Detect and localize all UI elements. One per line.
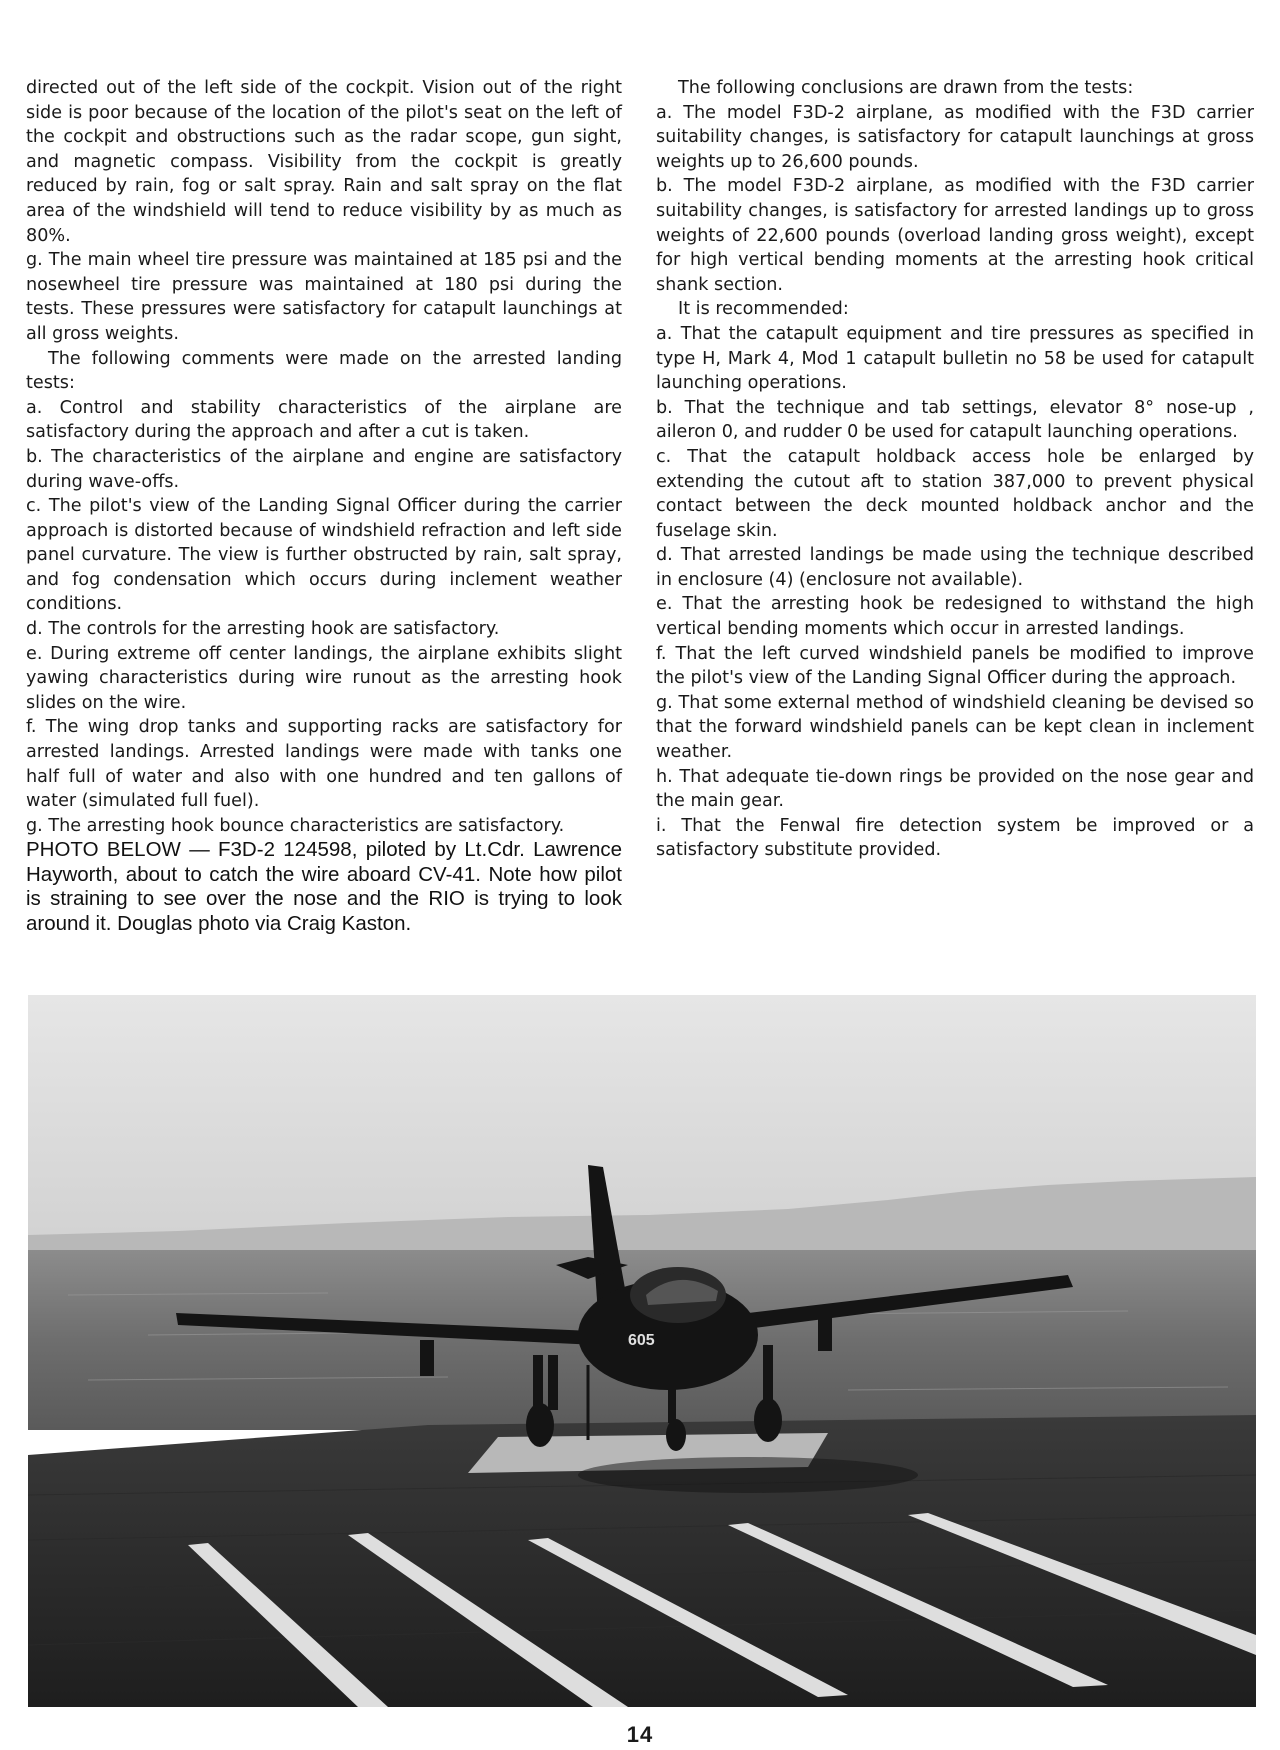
paragraph: f. The wing drop tanks and supporting racks are satisfactory for arrested landings. Arrested landings were made with tanks one half full of water and also with one hundred and ten gallons of water (simulated full fuel). — [26, 717, 622, 812]
paragraph: e. During extreme off center landings, the airplane exhibits slight yawing characteristics during wire runout as the arresting hook slides on the wire. — [26, 643, 622, 713]
paragraph: b. That the technique and tab settings, elevator 8° nose-up , aileron 0, and rudder 0 be used for catapult launching operations. — [656, 397, 1254, 443]
paragraph: directed out of the left side of the cockpit. Vision out of the right side is poor because of the location of the pilot's seat on the left of the cockpit and obstructions such as the radar scope, gun sight, and magnetic compass. Visibility from the cockpit is greatly reduced by rain, fog or salt spray. Rain and salt spray on the flat area of the windshield will tend to reduce visibility by as much as 80%. — [26, 78, 622, 246]
paragraph: a. Control and stability characteristics of the airplane are satisfactory during the approach and after a cut is taken. — [26, 397, 622, 443]
paragraph: The following comments were made on the arrested landing tests: — [26, 348, 622, 394]
paragraph: i. That the Fenwal fire detection system be improved or a satisfactory substitute provided. — [656, 815, 1254, 861]
paragraph: The following conclusions are drawn from the tests: — [678, 78, 1134, 98]
aircraft-shadow — [578, 1457, 918, 1493]
paragraph: g. That some external method of windshield cleaning be devised so that the forward windshield panels can be kept clean in inclement weather. — [656, 692, 1254, 763]
paragraph: h. That adequate tie-down rings be provided on the nose gear and the main gear. — [656, 766, 1254, 812]
paragraph: b. The model F3D-2 airplane, as modified with the F3D carrier suitability changes, is satisfactory for arrested landings up to gross weights of 22,600 pounds (overload landing gross weight), except for high vertical bending moments at the arresting hook critical shank section. — [656, 176, 1254, 295]
paragraph: d. That arrested landings be made using the technique described in enclosure (4) (enclosure not available). — [656, 545, 1254, 590]
paragraph: g. The main wheel tire pressure was maintained at 185 psi and the nosewheel tire pressure was maintained at 180 psi during the tests. These pressures were satisfactory for catapult launchings at all gross weights. — [26, 250, 622, 344]
paragraph: It is recommended: — [678, 299, 849, 320]
aircraft-nose-marking: 605 — [628, 1332, 655, 1349]
paragraph: f. That the left curved windshield panels be modified to improve the pilot's view of the Landing Signal Officer during the approach. — [656, 643, 1254, 689]
left-column — [26, 76, 622, 936]
right-column — [656, 76, 1254, 863]
paragraph: b. The characteristics of the airplane and engine are satisfactory during wave-offs. — [26, 446, 622, 492]
paragraph: g. The arresting hook bounce characteristics are satisfactory. — [26, 815, 565, 836]
page-number: 14 — [626, 1722, 654, 1747]
paragraph: a. The model F3D-2 airplane, as modified with the F3D carrier suitability changes, is satisfactory for catapult launchings at gross weights up to 26,600 pounds. — [656, 102, 1254, 172]
photo-caption: PHOTO BELOW — F3D-2 124598, piloted by Lt.Cdr. Lawrence Hayworth, about to catch the wire aboard CV-41. Note how pilot is straining to see over the nose and the RIO is trying to look around it. Douglas photo via Craig Kaston. — [26, 838, 622, 935]
paragraph: c. That the catapult holdback access hole be enlarged by extending the cutout aft to station 387,000 to prevent physical contact between the deck mounted holdback anchor and the fuselage skin. — [656, 446, 1254, 541]
paragraph: d. The controls for the arresting hook are satisfactory. — [26, 619, 500, 640]
paragraph: c. The pilot's view of the Landing Signal Officer during the carrier approach is distorted because of windshield refraction and left side panel curvature. The view is further obstructed by rain, salt spray, and fog condensation which occurs during inclement weather conditions. — [26, 496, 622, 615]
paragraph: e. That the arresting hook be redesigned to withstand the high vertical bending moments which occur in arrested landings. — [656, 594, 1254, 640]
aircraft-landing-photo — [28, 995, 1256, 1707]
paragraph: a. That the catapult equipment and tire pressures as specified in type H, Mark 4, Mod 1 catapult bulletin no 58 be used for catapult launching operations. — [656, 323, 1254, 394]
